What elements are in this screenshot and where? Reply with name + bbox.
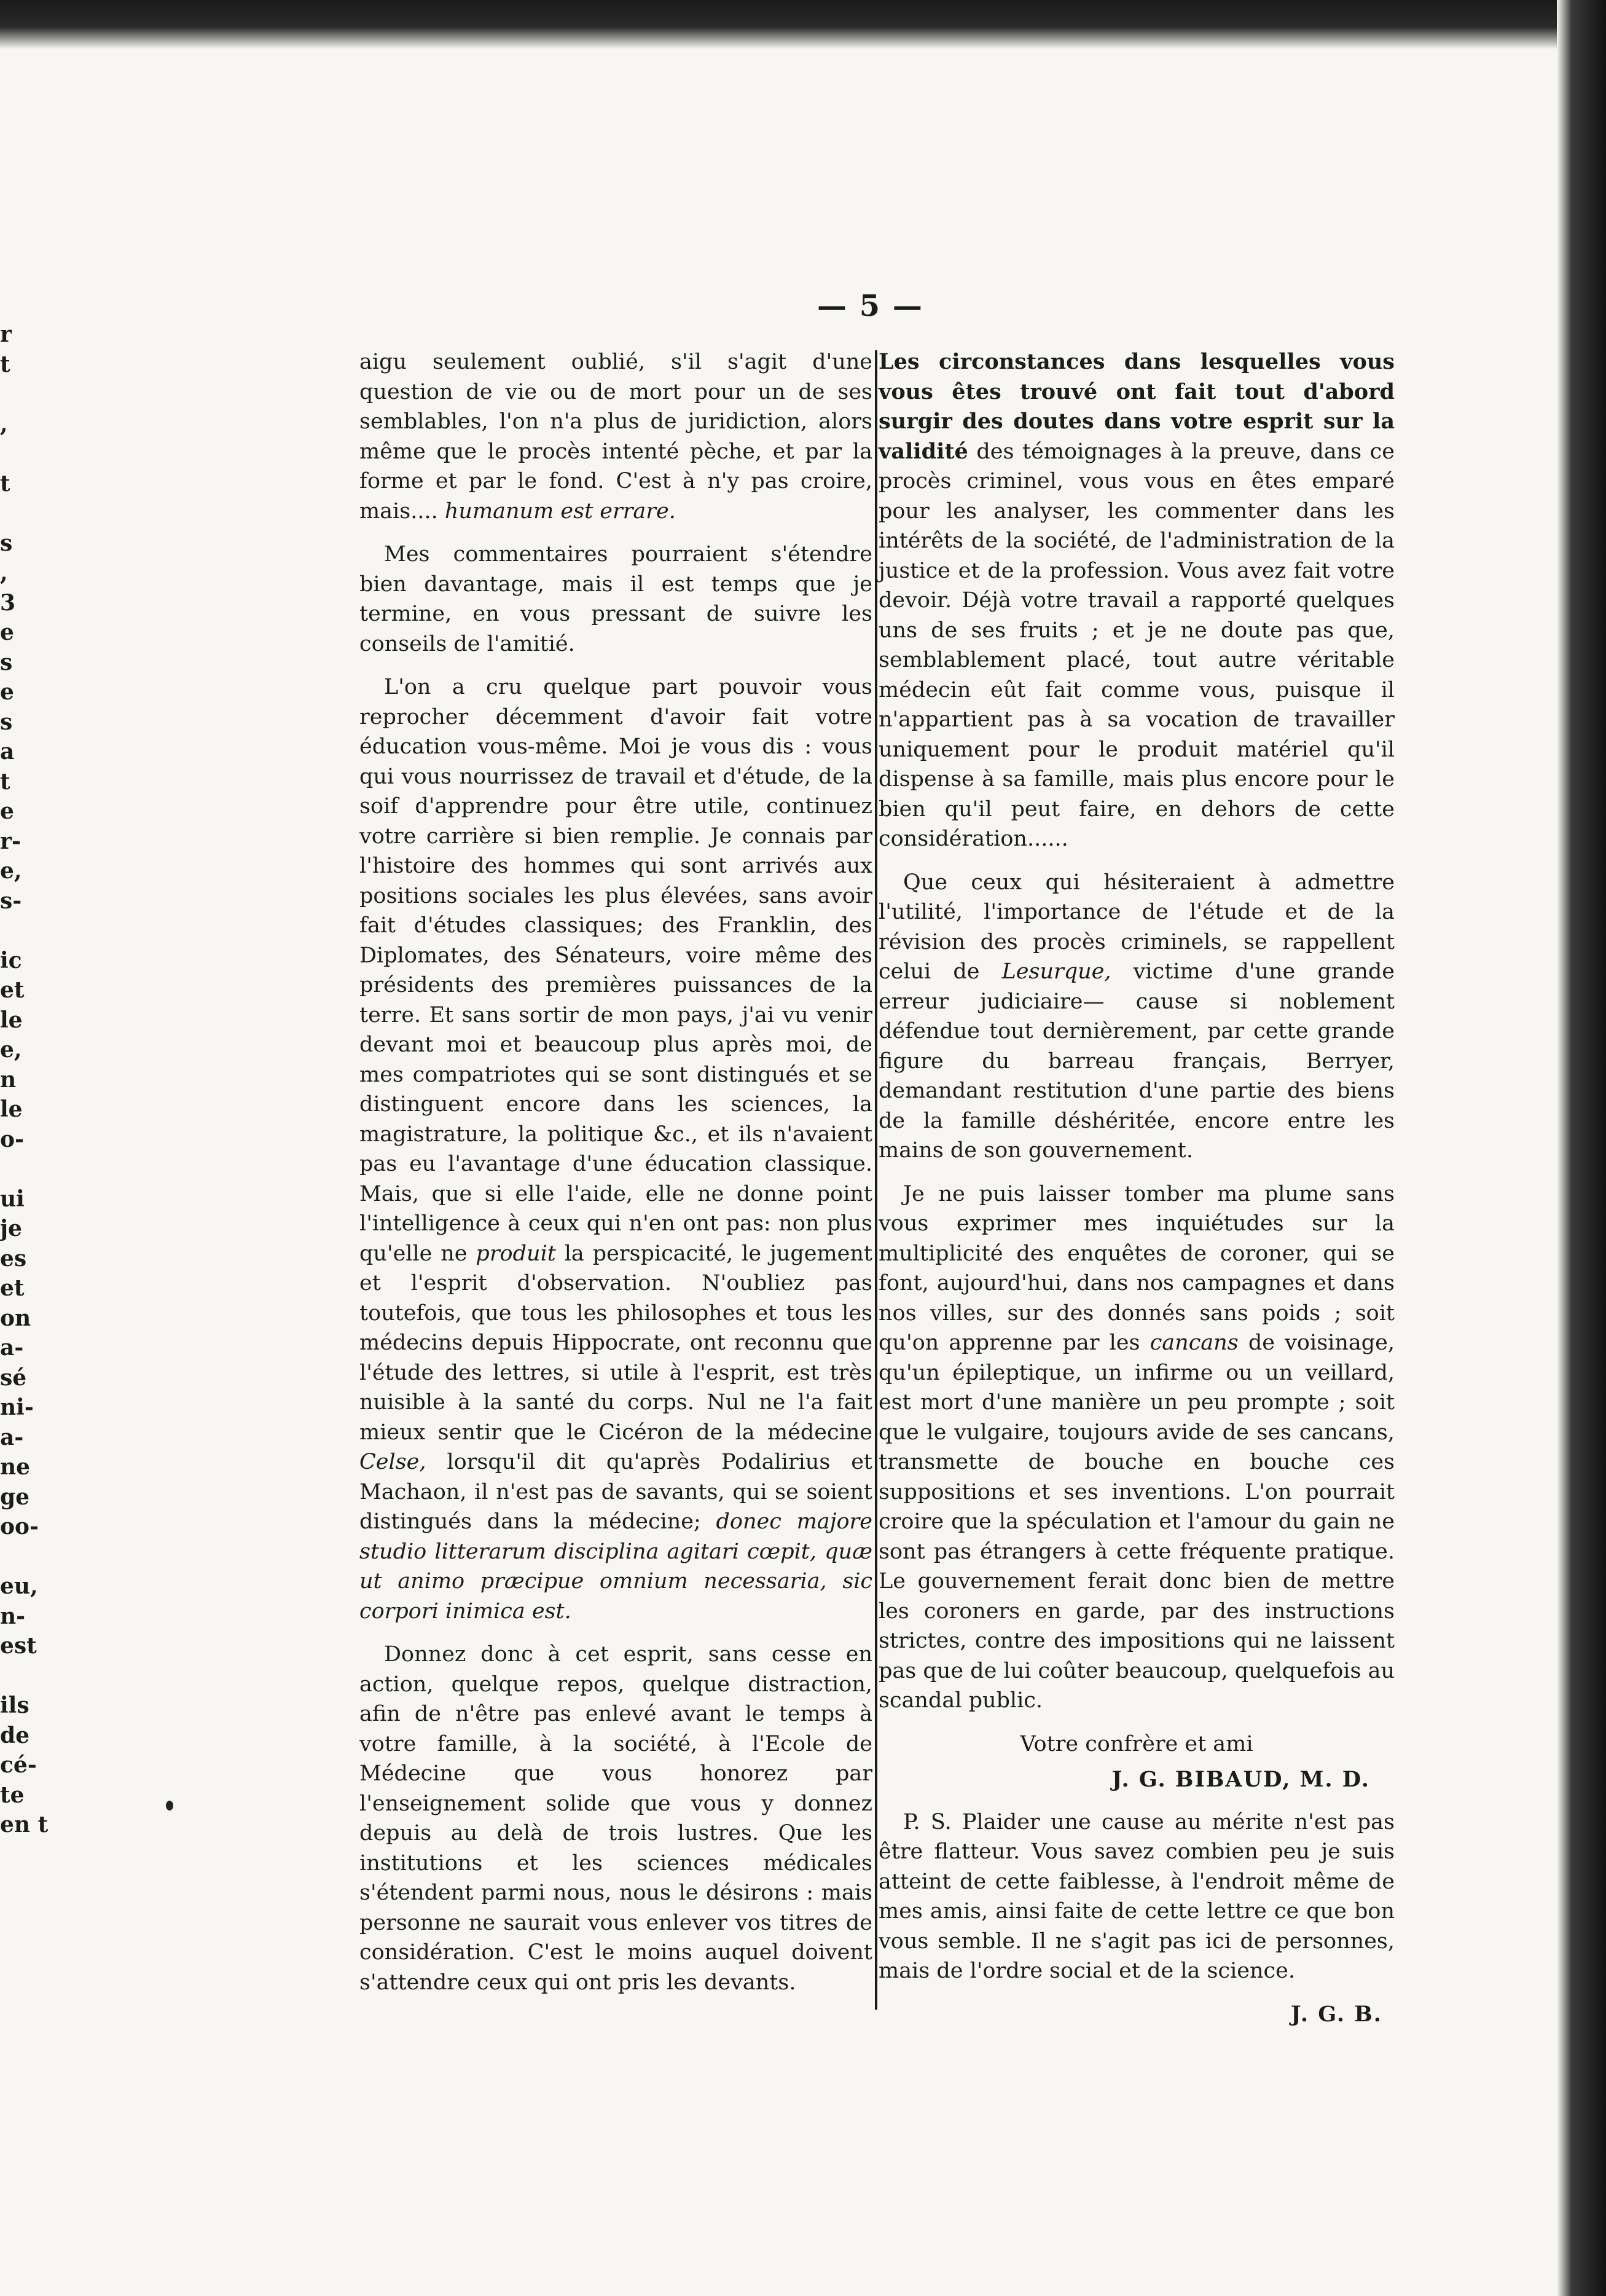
text-run: aigu seulement oublié, s'il s'agit d'une question de vie ou de mort pour un de ses semblables, l'on n'a plus de juridiction, alors même que le procès intenté pèche, et par la forme et par le fond. C'est à n'y pas croire, mais....: [359, 350, 872, 524]
text-run: la perspicacité, le jugement et l'esprit d'observation. N'oubliez pas toutefois, que tous les philosophes et tous les médecins depuis Hippocrate, ont reconnu que l'étude des lettres, si utile à l'esprit, est très nuisible à la santé du corps. Nul ne l'a fait mieux sentir que le Cicéron de la médecine: [359, 1241, 872, 1445]
postscript: P. S. Plaider une cause au mérite n'est pas être flatteur. Vous savez combien peu je suis atteint de cette faiblesse, à l'endroit même de mes amis, ainsi faite de cette lettre ce que bon vous semble. Il ne s'agit pas ici de personnes, mais de l'ordre social et de la science.: [879, 1809, 1395, 1983]
text-run: victime d'une grande erreur judiciaire— cause si noblement défendue tout dernièrement, par cette grande figure du barreau français, Berryer, demandant restitution d'une partie des biens de la famille déshéritée, encore entre les mains de son gouvernement.: [879, 959, 1395, 1163]
latin-quote: donec majore studio litterarum disciplina agitari cœpit, quæ ut animo præcipue omnium necessaria, sic corpori inimica est.: [359, 1509, 872, 1624]
letter-signature: J. G. BIBAUD, M. D.: [1111, 1767, 1370, 1792]
text-run: lorsqu'il dit qu'après Podalirius et Machaon, il n'est pas de savants, qui se soient distingués dans la médecine;: [359, 1450, 872, 1534]
left-paragraph-4: [359, 1640, 872, 1997]
text-run: Je ne puis laisser tomber ma plume sans vous exprimer mes inquiétudes sur la multiplicité des enquêtes de coroner, qui se font, aujourd'hui, dans nos campagnes et dans nos villes, sur des donnés sans poids ; soit qu'on apprenne par les: [879, 1181, 1395, 1355]
italic-run: produit: [476, 1241, 556, 1266]
letter-closing: Votre confrère et ami: [1020, 1731, 1253, 1756]
italic-run: Lesurque,: [1001, 959, 1111, 984]
page-number: — 5 —: [817, 289, 923, 323]
italic-run: humanum est errare.: [444, 498, 676, 524]
bold-run: Les circonstances dans lesquelles vous vous êtes trouvé ont fait tout d'abord surgir des doutes dans votre esprit sur la validité: [879, 349, 1395, 464]
scan-top-shadow: [0, 0, 1606, 49]
text-run: Mes commentaires pourraient s'étendre bien davantage, mais il est temps que je termine, en vous pressant de suivre les conseils de l'amitié.: [359, 542, 872, 656]
text-run: L'on a cru quelque part pouvoir vous reprocher décemment d'avoir fait votre éducation vous-même. Moi je vous dis : vous qui vous nourrissez de travail et d'étude, de la soif d'apprendre pour être utile, continuez votre carrière si bien remplie. Je connais par l'histoire des hommes qui sont arrivés aux positions sociales les plus élevées, sans avoir fait d'études classiques; des Franklin, des Diplomates, des Sénateurs, voire même des présidents des premières puissances de la terre. Et sans sortir de mon pays, j'ai vu venir devant moi et beaucoup plus après moi, de mes compatriotes qui se sont distingués et se distinguent encore dans les sciences, la magistrature, la politique &c., et ils n'avaient pas eu l'avantage d'une éducation classique. Mais, que si elle l'aide, elle ne donne point l'intelligence à ceux qui n'en ont pas: non plus qu'elle ne: [359, 675, 872, 1266]
ink-speck: [166, 1801, 173, 1810]
italic-run: Celse,: [359, 1450, 426, 1474]
scan-right-edge: [1557, 0, 1606, 2296]
postscript-initials: J. G. B.: [1291, 2001, 1382, 2027]
right-paragraph-1: [879, 347, 1395, 854]
column-divider: [875, 350, 877, 2010]
right-column: [879, 347, 1395, 2029]
text-run: des témoignages à la preuve, dans ce procès criminel, vous vous en êtes emparé pour les analyser, les commenter dans les intérêts de la société, de l'administration de la justice et de la profession. Vous avez fait votre devoir. Déjà votre travail a rapporté quelques uns de ses fruits ; et je ne doute pas que, semblablement placé, tout autre véritable médecin eût fait comme vous, puisque il n'appartient pas à sa vocation de travailler uniquement pour le produit matériel qu'il dispense à sa famille, mais plus encore pour le bien qu'il peut faire, en dehors de cette considération......: [879, 439, 1395, 851]
italic-run: cancans: [1150, 1331, 1239, 1355]
text-run: Que ceux qui hésiteraient à admettre l'utilité, l'importance de l'étude et de la révision des procès criminels, se rappellent celui de: [879, 870, 1395, 984]
previous-page-bleed-text: r t , t s , 3 e s e s a t e r- e, s- ic et le e, n le o- ui je es et on a- sé ni- a- ne ge oo- eu, n- est ils de cé- te en t: [0, 321, 49, 1838]
left-column: [359, 347, 872, 2011]
right-paragraph-3: [879, 1179, 1395, 1716]
left-paragraph-3: [359, 672, 872, 1626]
right-paragraph-2: [879, 868, 1395, 1166]
left-paragraph-1: [359, 347, 872, 526]
text-run: de voisinage, qu'un épileptique, un infirme ou un veillard, est mort d'une manière un peu prompte ; soit que le vulgaire, toujours avide de ses cancans, transmette de bouche en bouche ces suppositions et ses inventions. L'on pourrait croire que la spéculation et l'amour du gain ne sont pas étrangers à cette fréquente pratique. Le gouvernement ferait donc bien de mettre les coroners en garde, par des instructions strictes, contre des impositions qui ne laissent pas que de lui coûter beaucoup, quelquefois au scandal public.: [879, 1331, 1395, 1713]
left-paragraph-2: [359, 540, 872, 659]
text-run: Donnez donc à cet esprit, sans cesse en action, quelque repos, quelque distraction, afin de n'être pas enlevé avant le temps à votre famille, à la société, à l'Ecole de Médecine que vous honorez par l'enseignement solide que vous y donnez depuis au delà de trois lustres. Que les institutions et les sciences médicales s'étendent parmi nous, nous le désirons : mais personne ne saurait vous enlever vos titres de considération. C'est le moins auquel doivent s'attendre ceux qui ont pris les devants.: [359, 1642, 872, 1995]
